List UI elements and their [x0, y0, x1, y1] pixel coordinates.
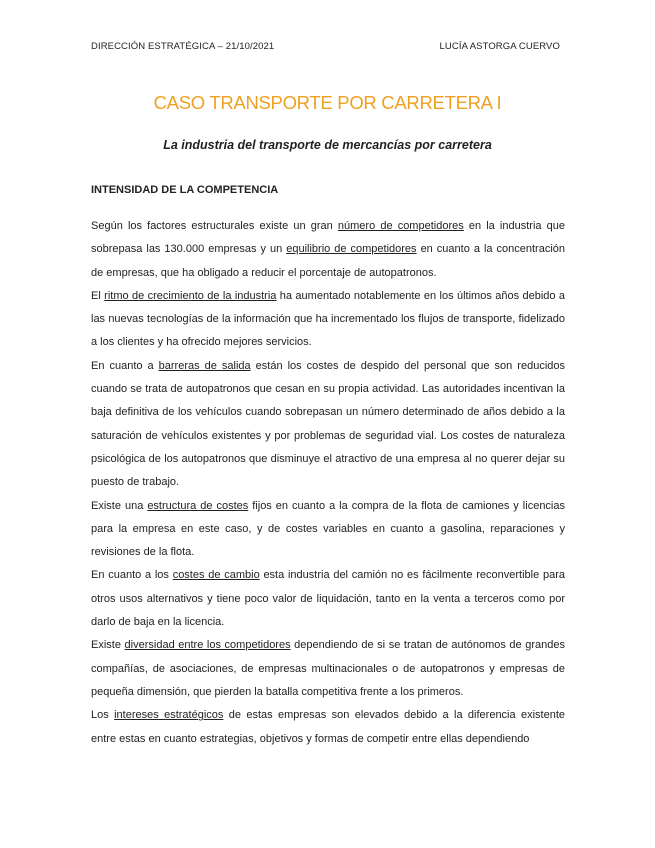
key-term: costes de cambio	[172, 569, 260, 582]
paragraph	[91, 634, 565, 704]
key-term: equilibrio de competidores	[286, 243, 417, 256]
key-term: número de competidores	[337, 220, 464, 232]
document-subtitle: La industria del transporte de mercancías por carretera	[163, 138, 492, 152]
paragraph-text: de estas empresas son elevados debido a la diferencia existente entre estas en cuanto estrategias, objetivos y formas de competir entre ellas dependiendo	[91, 709, 566, 745]
paragraph-text: ha aumentado notablemente en los últimos años debido a las nuevas tecnologías de la información que ha incrementado los flujos de transporte, fidelizado a los clientes y ha ofrecido mejores servicios.	[91, 289, 565, 349]
paragraph-text: En cuanto a	[91, 359, 159, 372]
paragraph	[91, 285, 565, 355]
paragraph-text: en cuanto a la concentración de empresas, que ha obligado a reducir el porcentaje de autopatronos.	[91, 243, 566, 279]
key-term: barreras de salida	[158, 359, 251, 372]
paragraph-text: fijos en cuanto a la compra de la flota de camiones y licencias para la empresa en este caso, y de costes variables en cuanto a gasolina, reparaciones y revisiones de la flota.	[91, 499, 565, 559]
paragraph-text: dependiendo de si se tratan de autónomos de grandes compañías, de asociaciones, de empresas multinacionales o de autopatronos y empresas de pequeña dimensión, que pierden la batalla competitiva frente a los primeros.	[91, 639, 565, 698]
paragraph-text: están los costes de despido del personal que son reducidos cuando se trata de autopatronos que cesan en su propia actividad. Las autoridades incentivan la baja definitiva de los vehículos cuando sobrepasan un número determinado de años debido a la saturación de vehículos existentes y por problemas de seguridad vial. Los costes de naturaleza psicológica de los autopatronos que disminuye el atractivo de una empresa al no querer dejar su puesto de trabajo.	[91, 359, 565, 489]
key-term: ritmo de crecimiento de la industria	[104, 289, 277, 302]
section-body	[91, 215, 565, 751]
paragraph-text: El	[91, 289, 105, 302]
header-course-date: DIRECCIÓN ESTRATÉGICA – 21/10/2021	[91, 41, 275, 52]
paragraph	[91, 495, 565, 565]
paragraph-text: Los	[91, 709, 115, 722]
document-title: CASO TRANSPORTE POR CARRETERA I	[153, 92, 502, 113]
key-term: estructura de costes	[147, 499, 249, 512]
paragraph	[91, 355, 565, 495]
paragraph	[91, 704, 565, 751]
paragraph-text: Existe	[91, 639, 125, 652]
paragraph-text: En cuanto a los	[91, 569, 173, 582]
paragraph	[91, 215, 565, 285]
paragraph-text: esta industria del camión no es fácilmente reconvertible para otros usos alternativos y tiene poco valor de liquidación, tanto en la venta a terceros como por darlo de baja en la licencia.	[91, 569, 565, 629]
page-header	[91, 41, 560, 52]
header-author: LUCÍA ASTORGA CUERVO	[439, 41, 560, 52]
paragraph	[91, 564, 565, 634]
paragraph-text: Existe una	[91, 499, 148, 512]
paragraph-text: en la industria que sobrepasa las 130.000 empresas y un	[91, 220, 565, 256]
key-term: intereses estratégicos	[114, 709, 224, 722]
section-heading: INTENSIDAD DE LA COMPETENCIA	[91, 184, 279, 196]
key-term: diversidad entre los competidores	[124, 639, 291, 652]
paragraph-text: Según los factores estructurales existe un gran	[91, 220, 338, 232]
